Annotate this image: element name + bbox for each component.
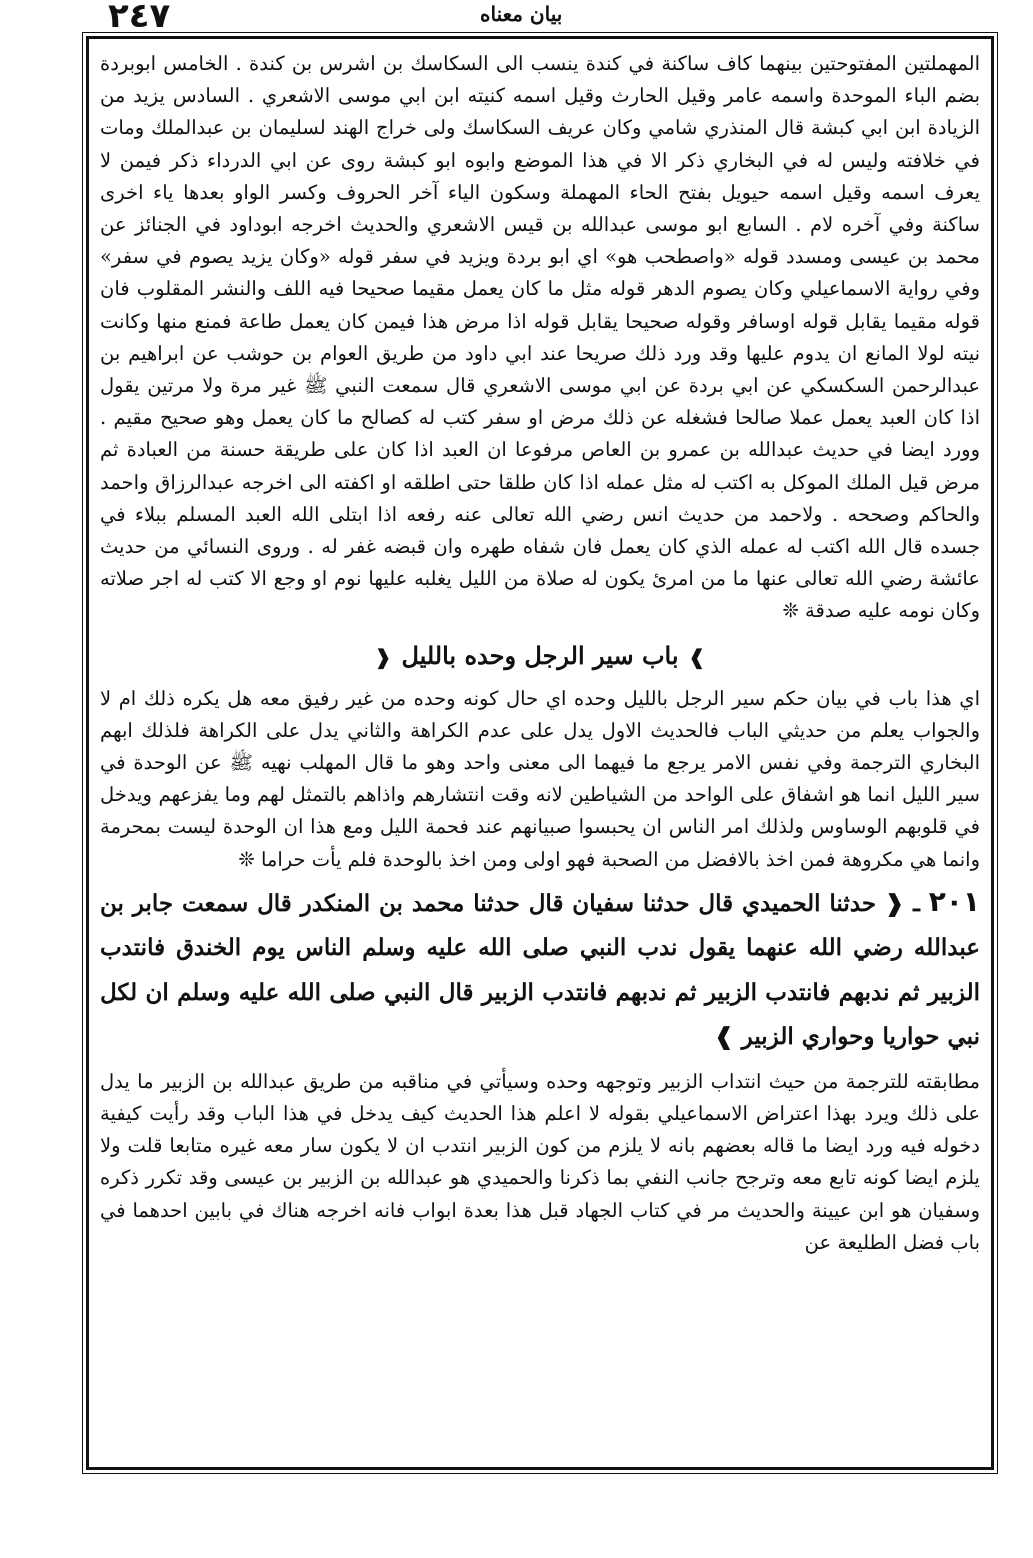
page-header: [0, 0, 1033, 34]
hadith-text: ❰ حدثنا الحميدي قال حدثنا سفيان قال حدثنا محمد بن المنكدر قال سمعت جابر بن عبدالله رضي الله عنهما يقول ندب النبي صلى الله عليه وسلم الناس يوم الخندق فانتدب الزبير ثم ندبهم فانتدب الزبير ثم ندبهم فانتدب الزبير قال النبي صلى الله عليه وسلم ان لكل نبي حواريا وحواري الزبير ❱: [100, 889, 980, 1051]
hadith-number: ٢٠١: [928, 884, 980, 918]
page-content: [100, 48, 980, 1259]
chapter-heading-text: باب سير الرجل وحده بالليل: [401, 640, 679, 670]
hadith-text-block: [100, 880, 980, 1060]
commentary-paragraph-2: اي هذا باب في بيان حكم سير الرجل بالليل وحده اي حال كونه وحده من غير رفيق معه هل يكره ذلك ام لا والجواب يعلم من حديثي الباب فالحديث الاول يدل على عدم الكراهة والثاني يدل على الكراهة فلذلك ابهم البخاري الترجمة وفي نفس الامر يرجع ما فيهما الى معنى واحد وهو ما قال المهلب نهيه ﷺ عن الوحدة في سير الليل انما هو اشفاق على الواحد من الشياطين لانه وقت انتشارهم واذاهم بالتمثل لهم وما يفزعهم ويدخل في قلوبهم الوساوس ولذلك امر الناس ان يحبسوا صبيانهم عند فحمة الليل ومع هذا ان الوحدة ليست بمحرمة وانما هي مكروهة فمن اخذ بالافضل من الصحبة فهو اولى ومن اخذ بالوحدة فلم يأت حراما ❊: [100, 686, 980, 871]
page-number: ٢٤٧: [108, 0, 171, 36]
running-title: بيان معناه: [480, 2, 563, 26]
commentary-paragraph-3: مطابقته للترجمة من حيث انتداب الزبير وتوجهه وحده وسيأتي في مناقبه من طريق عبدالله بن الزبير ما يدل على ذلك ويرد بهذا اعتراض الاسماعيلي بقوله لا اعلم هذا الحديث كيف يدخل في هذا الباب وقد رأيت كيفية دخوله فيه ورد ايضا ما قاله بعضهم بانه لا يلزم من كون الزبير انتدب ان لا يكون سار معه غيره متابعا قلت ولا يلزم ايضا كونه تابع معه وترجح جانب النفي بما ذكرنا والحميدي هو عبدالله بن الزبير بن عيسى وقد تكرر ذكره وسفيان هو ابن عيينة والحديث مر في كتاب الجهاد قبل هذا بعدة ابواب فانه اخرجه هناك في بابين احدهما في باب فضل الطليعة عن: [100, 1069, 981, 1254]
heading-ornament-left: ❰: [374, 644, 392, 669]
heading-ornament-right: ❱: [688, 644, 706, 669]
chapter-heading: [100, 636, 980, 677]
hadith-dash: ـ: [913, 889, 920, 917]
commentary-paragraph-1: المهملتين المفتوحتين بينهما كاف ساكنة في كندة ينسب الى السكاسك بن اشرس بن كندة . الخامس ابوبردة بضم الباء الموحدة واسمه عامر وقيل الحارث وقيل اسمه كنيته ابن ابي موسى الاشعري . السادس يزيد من الزيادة ابن ابي كبشة قال المنذري شامي وكان عريف السكاسك ولى خراج الهند لسليمان بن عبدالملك ومات في خلافته وليس له في البخاري ذكر الا في هذا الموضع وابوه ابو كبشة روى عن ابي الدرداء ذكر فيمن لا يعرف اسمه وقيل اسمه حيويل بفتح الحاء المهملة وسكون الياء آخر الحروف وكسر الواو بعدها ياء اخرى ساكنة وفي آخره لام . السابع ابو موسى عبدالله بن قيس الاشعري والحديث اخرجه ابوداود في الجنائز عن محمد بن عيسى ومسدد قوله «واصطحب هو» اي ابو بردة ويزيد في سفر قوله «وكان يزيد يصوم في سفر» وفي رواية الاسماعيلي وكان يصوم الدهر قوله مثل ما كان يعمل مقيما صحيحا فيه اللف والنشر المقلوب فان قوله مقيما يقابل قوله اوسافر وقوله صحيحا يقابل قوله اذا مرض هذا فيمن كان يعمل طاعة فمنع منها وكانت نيته لولا المانع ان يدوم عليها وقد ورد ذلك صريحا عند ابي داود من طريق العوام بن حوشب عن ابراهيم بن عبدالرحمن السكسكي عن ابي بردة عن ابي موسى الاشعري قال سمعت النبي ﷺ غير مرة ولا مرتين يقول اذا كان العبد يعمل عملا صالحا فشغله عن ذلك مرض او سفر كتب له كصالح ما كان يعمل وهو صحيح مقيم . وورد ايضا في حديث عبدالله بن عمرو بن العاص مرفوعا ان العبد اذا كان على طريقة حسنة من العبادة ثم مرض قيل الملك الموكل به اكتب له مثل عمله اذا كان طلقا حتى اطلقه او اكفته الى اخرجه عبدالرزاق واحمد والحاكم وصححه . ولاحمد من حديث انس رضي الله تعالى عنه رفعه اذا ابتلى الله العبد المسلم ببلاء في جسده قال الله اكتب له عمله الذي كان يعمل فان شفاه طهره وان قبضه غفر له . وروى النسائي من حديث عائشة رضي الله تعالى عنها ما من امرئ يكون له صلاة من الليل يغلبه عليها نوم او وجع الا كتب له اجر صلاته وكان نومه عليه صدقة ❊: [100, 52, 980, 623]
